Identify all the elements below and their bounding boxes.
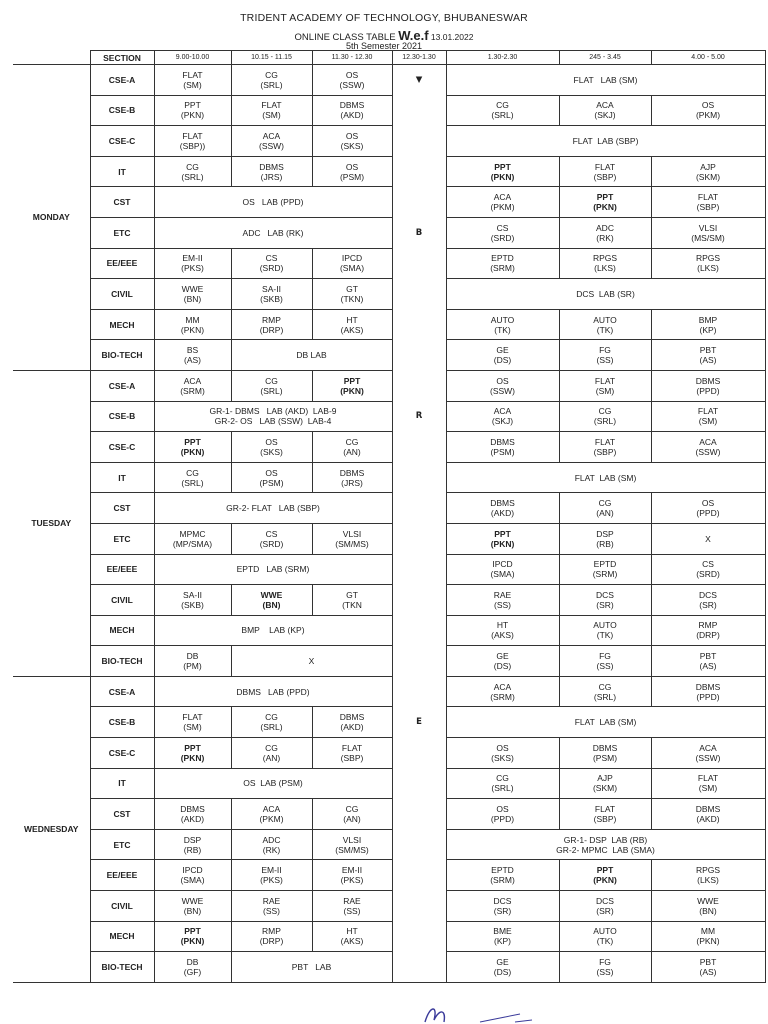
class-cell: HT (AKS) — [312, 921, 392, 952]
class-cell: AUTO (TK) — [559, 615, 651, 646]
class-cell: RPGS (LKS) — [559, 248, 651, 279]
class-cell: RMP (DRP) — [231, 309, 312, 340]
table-row — [13, 952, 765, 983]
class-cell: DBMS (AKD) — [154, 799, 231, 830]
break-cell — [392, 952, 446, 983]
table-row — [13, 891, 765, 922]
class-cell: PPT (PKN) — [559, 860, 651, 891]
class-cell: FG (SS) — [559, 340, 651, 371]
class-cell: FLAT (SM) — [154, 65, 231, 96]
class-cell: ADC (RK) — [231, 829, 312, 860]
table-row — [13, 799, 765, 830]
class-cell: GR-1- DSP LAB (RB) GR-2- MPMC LAB (SMA) — [446, 829, 765, 860]
class-cell: OS (PPD) — [651, 493, 765, 524]
class-cell: BS (AS) — [154, 340, 231, 371]
table-row — [13, 585, 765, 616]
section-label: CSE-A — [90, 676, 154, 707]
class-cell: ACA (SKJ) — [446, 401, 559, 432]
class-cell: EM-II (PKS) — [154, 248, 231, 279]
class-cell: DCS LAB (SR) — [446, 279, 765, 310]
class-cell: X — [651, 523, 765, 554]
class-cell: IPCD (SMA) — [154, 860, 231, 891]
class-cell: DBMS (JRS) — [231, 156, 312, 187]
class-cell: CS (SRD) — [446, 217, 559, 248]
break-cell — [392, 126, 446, 157]
class-cell: CG (SRL) — [231, 65, 312, 96]
section-label: CIVIL — [90, 279, 154, 310]
slot-header-3: 11.30 - 12.30 — [312, 51, 392, 65]
class-cell: DBMS (AKD) — [446, 493, 559, 524]
table-row — [13, 646, 765, 677]
break-cell — [392, 921, 446, 952]
class-cell: GR-2- FLAT LAB (SBP) — [154, 493, 392, 524]
class-cell: DCS (SR) — [651, 585, 765, 616]
class-cell: DCS (SR) — [559, 891, 651, 922]
class-cell: IPCD (SMA) — [312, 248, 392, 279]
class-cell: ACA (SRM) — [446, 676, 559, 707]
class-cell: VLSI (MS/SM) — [651, 217, 765, 248]
break-cell — [392, 676, 446, 707]
day-header — [13, 51, 90, 65]
class-cell: EPTD (SRM) — [446, 860, 559, 891]
class-cell: FLAT (SM) — [651, 768, 765, 799]
section-header: SECTION — [90, 51, 154, 65]
class-cell: PBT (AS) — [651, 646, 765, 677]
class-cell: CS (SRD) — [651, 554, 765, 585]
class-cell: OS (PPD) — [446, 799, 559, 830]
class-cell: FLAT (SBP) — [559, 156, 651, 187]
class-cell: OS (SSW) — [312, 65, 392, 96]
section-label: ETC — [90, 217, 154, 248]
table-row — [13, 126, 765, 157]
class-cell: PPT (PKN) — [312, 370, 392, 401]
class-cell: RMP (DRP) — [231, 921, 312, 952]
class-cell: PPT (PKN) — [154, 95, 231, 126]
break-cell — [392, 340, 446, 371]
section-label: CSE-B — [90, 401, 154, 432]
class-cell: ACA (SRM) — [154, 370, 231, 401]
class-cell: DB LAB — [231, 340, 392, 371]
class-cell: FLAT (SBP) — [312, 738, 392, 769]
class-cell: DB (GF) — [154, 952, 231, 983]
class-cell: SA-II (SKB) — [231, 279, 312, 310]
break-cell — [392, 768, 446, 799]
class-cell: CG (SRL) — [446, 768, 559, 799]
break-cell — [392, 585, 446, 616]
class-cell: ADC (RK) — [559, 217, 651, 248]
class-cell: CS (SRD) — [231, 523, 312, 554]
class-cell: RAE (SS) — [312, 891, 392, 922]
section-label: EE/EEE — [90, 554, 154, 585]
class-cell: AUTO (TK) — [446, 309, 559, 340]
table-row — [13, 921, 765, 952]
class-cell: DCS (SR) — [559, 585, 651, 616]
break-cell — [392, 646, 446, 677]
table-row — [13, 95, 765, 126]
table-row — [13, 279, 765, 310]
class-cell: RPGS (LKS) — [651, 248, 765, 279]
day-label: TUESDAY — [13, 370, 90, 676]
break-cell — [392, 493, 446, 524]
section-label: CSE-C — [90, 738, 154, 769]
class-cell: MPMC (MP/SMA) — [154, 523, 231, 554]
class-cell: DB (PM) — [154, 646, 231, 677]
class-cell: FLAT (SM) — [231, 95, 312, 126]
class-cell: FLAT (SBP) — [559, 799, 651, 830]
class-cell: BMP (KP) — [651, 309, 765, 340]
class-cell: CG (AN) — [231, 738, 312, 769]
table-row — [13, 432, 765, 463]
class-cell: AJP (SKM) — [651, 156, 765, 187]
timetable — [13, 50, 766, 983]
class-cell: RAE (SS) — [446, 585, 559, 616]
break-cell — [392, 615, 446, 646]
table-row — [13, 493, 765, 524]
section-label: BIO-TECH — [90, 340, 154, 371]
slot-header-2: 10.15 - 11.15 — [231, 51, 312, 65]
class-cell: WWE (BN) — [231, 585, 312, 616]
table-row — [13, 309, 765, 340]
class-cell: RAE (SS) — [231, 891, 312, 922]
break-cell — [392, 738, 446, 769]
class-cell: FLAT (SBP) — [559, 432, 651, 463]
class-cell: AUTO (TK) — [559, 309, 651, 340]
table-row — [13, 65, 765, 96]
class-cell: OS (PSM) — [312, 156, 392, 187]
table-row — [13, 248, 765, 279]
class-cell: DBMS (PSM) — [446, 432, 559, 463]
class-cell: EM-II (PKS) — [231, 860, 312, 891]
class-cell: ADC LAB (RK) — [154, 217, 392, 248]
class-cell: ACA (PKM) — [231, 799, 312, 830]
section-label: CSE-C — [90, 126, 154, 157]
class-cell: BME (KP) — [446, 921, 559, 952]
class-cell: SA-II (SKB) — [154, 585, 231, 616]
class-cell: OS (SKS) — [446, 738, 559, 769]
timetable-title-text: ONLINE CLASS TABLE — [294, 32, 399, 43]
class-cell: CG (SRL) — [154, 156, 231, 187]
table-row — [13, 187, 765, 218]
class-cell: GR-1- DBMS LAB (AKD) LAB-9 GR-2- OS LAB (SSW) LAB-4 — [154, 401, 392, 432]
class-cell: IPCD (SMA) — [446, 554, 559, 585]
break-cell — [392, 554, 446, 585]
slot-header-7: 4.00 - 5.00 — [651, 51, 765, 65]
section-label: IT — [90, 156, 154, 187]
class-cell: PPT (PKN) — [154, 921, 231, 952]
class-cell: PPT (PKN) — [154, 738, 231, 769]
class-cell: EM-II (PKS) — [312, 860, 392, 891]
class-cell: WWE (BN) — [651, 891, 765, 922]
class-cell: DBMS (AKD) — [651, 799, 765, 830]
class-cell: DSP (RB) — [154, 829, 231, 860]
section-label: BIO-TECH — [90, 952, 154, 983]
class-cell: ACA (SSW) — [651, 432, 765, 463]
slot-header-1: 9.00-10.00 — [154, 51, 231, 65]
section-label: CST — [90, 493, 154, 524]
class-cell: MM (PKN) — [651, 921, 765, 952]
table-row — [13, 738, 765, 769]
semester-label: 5th Semester 2021 — [345, 41, 423, 51]
table-row — [13, 370, 765, 401]
break-cell — [392, 370, 446, 401]
table-row — [13, 768, 765, 799]
table-row — [13, 829, 765, 860]
break-cell — [392, 829, 446, 860]
class-cell: ACA (PKM) — [446, 187, 559, 218]
table-row — [13, 217, 765, 248]
break-cell — [392, 95, 446, 126]
class-cell: HT (AKS) — [446, 615, 559, 646]
section-label: ETC — [90, 829, 154, 860]
section-label: CIVIL — [90, 891, 154, 922]
class-cell: GT (TKN) — [312, 279, 392, 310]
break-cell — [392, 891, 446, 922]
slot-header-5: 1.30-2.30 — [446, 51, 559, 65]
class-cell: WWE (BN) — [154, 891, 231, 922]
class-cell: FLAT LAB (SM) — [446, 462, 765, 493]
class-cell: CG (AN) — [312, 432, 392, 463]
header-row — [13, 51, 765, 65]
class-cell: DSP (RB) — [559, 523, 651, 554]
day-label: WEDNESDAY — [13, 676, 90, 982]
section-label: CST — [90, 799, 154, 830]
class-cell: GT (TKN — [312, 585, 392, 616]
break-cell — [392, 432, 446, 463]
break-cell — [392, 248, 446, 279]
class-cell: CG (SRL) — [154, 462, 231, 493]
table-row — [13, 676, 765, 707]
class-cell: PPT (PKN) — [446, 523, 559, 554]
class-cell: CG (SRL) — [231, 707, 312, 738]
table-row — [13, 707, 765, 738]
slot-header-6: 245 - 3.45 — [559, 51, 651, 65]
class-cell: OS (SKS) — [231, 432, 312, 463]
class-cell: OS (PKM) — [651, 95, 765, 126]
class-cell: BMP LAB (KP) — [154, 615, 392, 646]
section-label: EE/EEE — [90, 860, 154, 891]
class-cell: FLAT (SM) — [559, 370, 651, 401]
class-cell: ACA (SSW) — [231, 126, 312, 157]
class-cell: RPGS (LKS) — [651, 860, 765, 891]
section-label: CSE-A — [90, 370, 154, 401]
section-label: MECH — [90, 615, 154, 646]
section-label: ETC — [90, 523, 154, 554]
day-label: MONDAY — [13, 65, 90, 371]
break-cell — [392, 462, 446, 493]
section-label: IT — [90, 768, 154, 799]
class-cell: ACA (SSW) — [651, 738, 765, 769]
class-cell: HT (AKS) — [312, 309, 392, 340]
class-cell: DBMS (JRS) — [312, 462, 392, 493]
section-label: CSE-C — [90, 432, 154, 463]
class-cell: FLAT (SBP) — [651, 187, 765, 218]
class-cell: PPT (PKN) — [446, 156, 559, 187]
section-label: MECH — [90, 921, 154, 952]
class-cell: RMP (DRP) — [651, 615, 765, 646]
class-cell: OS (SSW) — [446, 370, 559, 401]
break-cell: R — [392, 401, 446, 432]
break-cell: E — [392, 707, 446, 738]
table-row — [13, 156, 765, 187]
class-cell: OS LAB (PPD) — [154, 187, 392, 218]
class-cell: OS (PSM) — [231, 462, 312, 493]
break-cell — [392, 523, 446, 554]
break-cell — [392, 279, 446, 310]
class-cell: PPT (PKN) — [154, 432, 231, 463]
class-cell: VLSI (SM/MS) — [312, 829, 392, 860]
class-cell: DBMS (AKD) — [312, 95, 392, 126]
class-cell: DBMS (PPD) — [651, 370, 765, 401]
class-cell: CG (SRL) — [559, 676, 651, 707]
break-header: 12.30-1.30 — [392, 51, 446, 65]
class-cell: GE (DS) — [446, 340, 559, 371]
class-cell: CG (SRL) — [231, 370, 312, 401]
break-cell — [392, 156, 446, 187]
class-cell: GE (DS) — [446, 952, 559, 983]
class-cell: FLAT LAB (SM) — [446, 65, 765, 96]
class-cell: X — [231, 646, 392, 677]
class-cell: DCS (SR) — [446, 891, 559, 922]
class-cell: DBMS (PSM) — [559, 738, 651, 769]
signature-mark — [420, 1000, 540, 1024]
class-cell: PBT (AS) — [651, 340, 765, 371]
section-label: CST — [90, 187, 154, 218]
class-cell: VLSI (SM/MS) — [312, 523, 392, 554]
section-label: BIO-TECH — [90, 646, 154, 677]
class-cell: FLAT (SBP)) — [154, 126, 231, 157]
table-row — [13, 523, 765, 554]
class-cell: CG (SRL) — [446, 95, 559, 126]
class-cell: PPT (PKN) — [559, 187, 651, 218]
class-cell: EPTD (SRM) — [446, 248, 559, 279]
section-label: IT — [90, 462, 154, 493]
class-cell: CG (AN) — [559, 493, 651, 524]
class-cell: EPTD (SRM) — [559, 554, 651, 585]
break-cell — [392, 187, 446, 218]
wef-label: W.e.f — [398, 28, 429, 43]
break-cell: ▼ — [392, 65, 446, 96]
class-cell: EPTD LAB (SRM) — [154, 554, 392, 585]
class-cell: CG (SRL) — [559, 401, 651, 432]
section-label: EE/EEE — [90, 248, 154, 279]
class-cell: DBMS LAB (PPD) — [154, 676, 392, 707]
effective-date: 13.01.2022 — [428, 32, 474, 42]
break-cell — [392, 799, 446, 830]
break-cell: B — [392, 217, 446, 248]
class-cell: FLAT LAB (SM) — [446, 707, 765, 738]
class-cell: FLAT (SM) — [651, 401, 765, 432]
class-cell: DBMS (PPD) — [651, 676, 765, 707]
break-cell — [392, 860, 446, 891]
class-cell: DBMS (AKD) — [312, 707, 392, 738]
class-cell: AJP (SKM) — [559, 768, 651, 799]
table-row — [13, 554, 765, 585]
class-cell: CG (AN) — [312, 799, 392, 830]
class-cell: PBT (AS) — [651, 952, 765, 983]
class-cell: MM (PKN) — [154, 309, 231, 340]
section-label: MECH — [90, 309, 154, 340]
table-row — [13, 401, 765, 432]
section-label: CIVIL — [90, 585, 154, 616]
class-cell: AUTO (TK) — [559, 921, 651, 952]
class-cell: OS (SKS) — [312, 126, 392, 157]
section-label: CSE-B — [90, 95, 154, 126]
section-label: CSE-B — [90, 707, 154, 738]
table-row — [13, 462, 765, 493]
class-cell: GE (DS) — [446, 646, 559, 677]
class-cell: ACA (SKJ) — [559, 95, 651, 126]
class-cell: FLAT (SM) — [154, 707, 231, 738]
table-row — [13, 615, 765, 646]
table-row — [13, 340, 765, 371]
class-cell: FG (SS) — [559, 952, 651, 983]
class-cell: WWE (BN) — [154, 279, 231, 310]
class-cell: CS (SRD) — [231, 248, 312, 279]
class-cell: OS LAB (PSM) — [154, 768, 392, 799]
break-cell — [392, 309, 446, 340]
section-label: CSE-A — [90, 65, 154, 96]
class-cell: FLAT LAB (SBP) — [446, 126, 765, 157]
institute-title: TRIDENT ACADEMY OF TECHNOLOGY, BHUBANESWAR — [240, 12, 528, 24]
class-cell: FG (SS) — [559, 646, 651, 677]
table-row — [13, 860, 765, 891]
class-cell: PBT LAB — [231, 952, 392, 983]
